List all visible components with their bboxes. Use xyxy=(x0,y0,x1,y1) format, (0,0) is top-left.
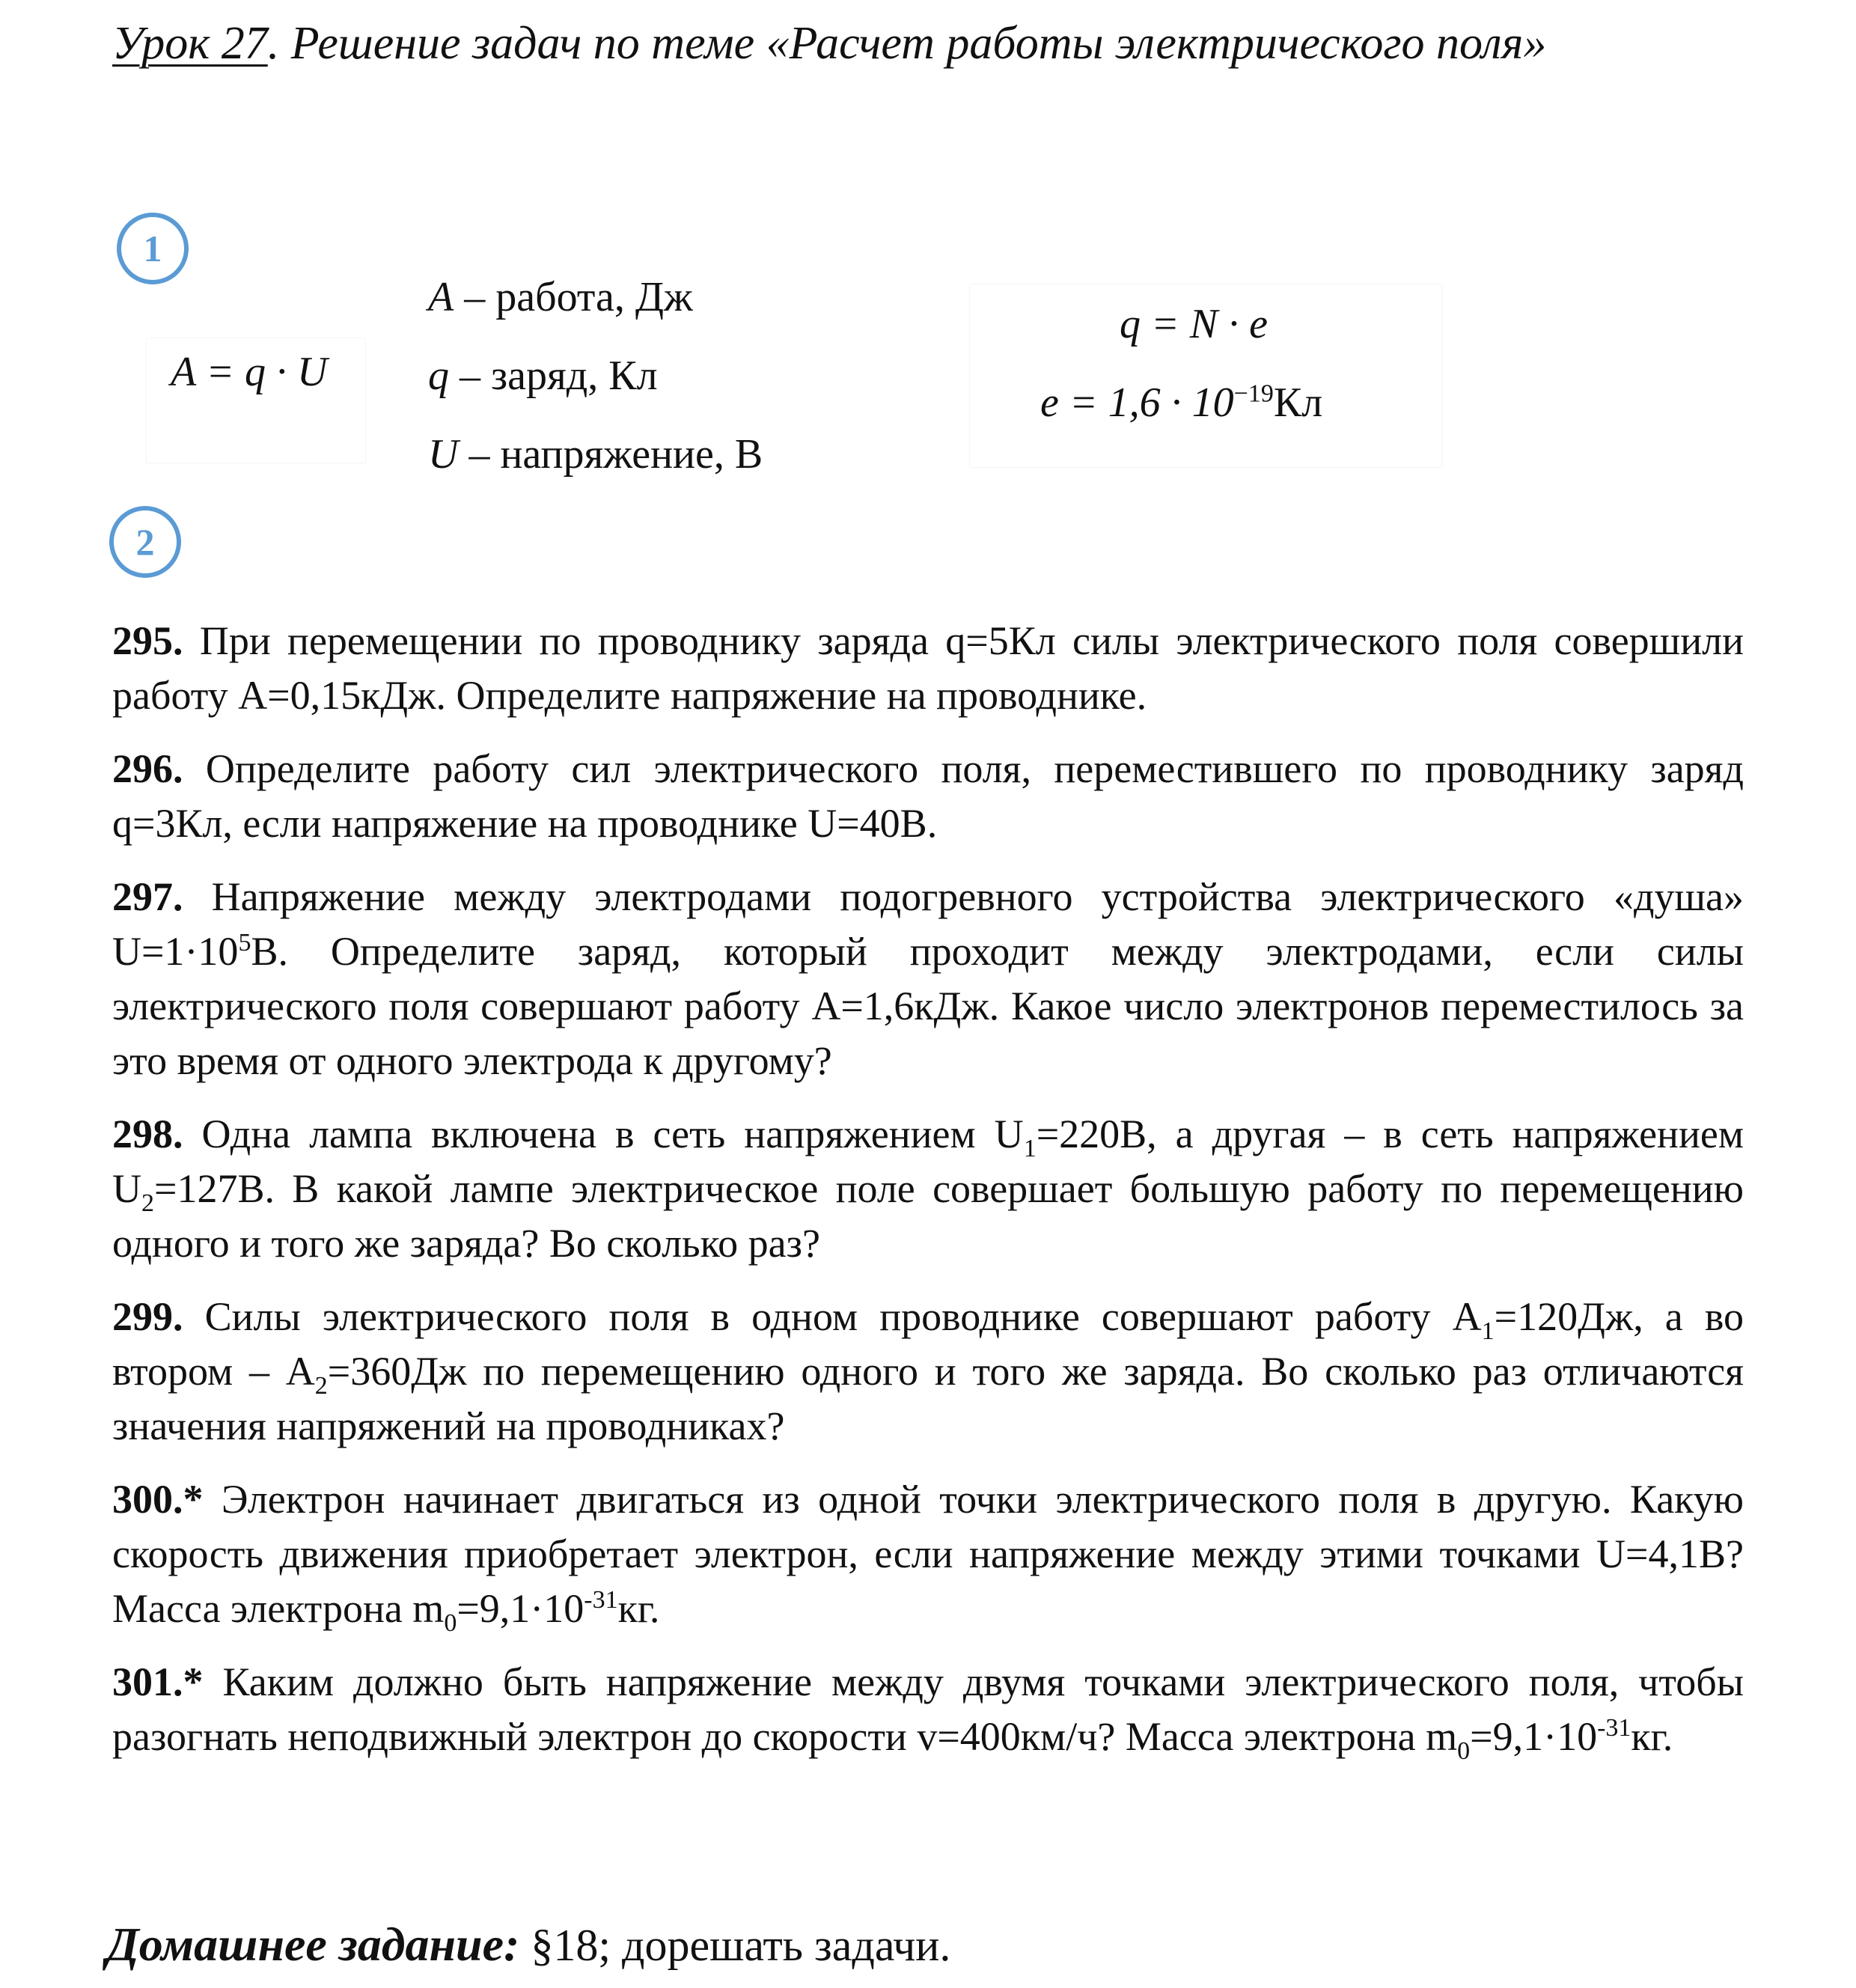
homework xyxy=(106,1915,950,1975)
problem-299: 299. Силы электрического поля в одном проводнике совершают работу $A_1=120Дж$, а во втором – $A_2=360Дж$ по перемещению одного и того же заряда. Во сколько раз отличаются значения напряжений на проводниках? xyxy=(112,1294,1744,1448)
problem-295: 295. При перемещении по проводнику заряда q=5Кл силы электрического поля совершили работу A=0,15кДж. Определите напряжение на проводнике. xyxy=(112,618,1744,718)
problem-301: 301.* Каким должно быть напряжение между двумя точками электрического поля, чтобы разогнать неподвижный электрон до скорости v=400км/ч? Масса электрона $m_0=9,1\cdot 10^{-31}кг$. xyxy=(112,1659,1744,1765)
step-marker-1: 1 xyxy=(117,213,189,284)
legend-charge: q – заряд, Кл xyxy=(428,353,658,399)
lesson-label: Урок 27 xyxy=(112,18,268,69)
problem-298: 298. Одна лампа включена в сеть напряжением $U_1=220В$, а другая – в сеть напряжением $U_2=127В$. В какой лампе электрическое поле совершает большую работу по перемещению одного и того же заряда? Во сколько раз? xyxy=(112,1112,1744,1266)
lesson-title: . Решение задач по теме «Расчет работы электрического поля» xyxy=(267,18,1547,69)
legend-voltage: U – напряжение, В xyxy=(428,431,763,478)
problem-296: 296. Определите работу сил электрического поля, переместившего по проводнику заряд q=3Кл, если напряжение на проводнике U=40В. xyxy=(112,746,1744,846)
homework-label: Домашнее задание: xyxy=(106,1918,520,1971)
problem-297: 297. Напряжение между электродами подогревного устройства электрического «душа» $U=1\cdot 10^5В$. Определите заряд, который проходит между электродами, если силы электрического поля совершают работу A=1,6кДж. Какое число электронов переместилось за это время от одного электрода к другому? xyxy=(112,874,1744,1083)
problem-300: 300.* Электрон начинает двигаться из одной точки электрического поля в другую. Какую скорость движения приобретает электрон, если напряжение между этими точками U=4,1В? Масса электрона $m_0=9,1\cdot 10^{-31}кг$. xyxy=(112,1477,1744,1637)
formula-charge-line2: $e = 1,6 \cdot 10^{-19}Кл$ xyxy=(1040,379,1323,426)
step-marker-2: 2 xyxy=(109,506,181,578)
homework-text: §18; дорешать задачи. xyxy=(519,1921,951,1970)
formula-charge-line1: q = N · e xyxy=(1120,301,1268,347)
legend-work: A – работа, Дж xyxy=(428,274,693,320)
page-title xyxy=(112,13,1759,73)
problem-list xyxy=(112,614,1744,1783)
formula-work: A = q · U xyxy=(171,349,328,395)
